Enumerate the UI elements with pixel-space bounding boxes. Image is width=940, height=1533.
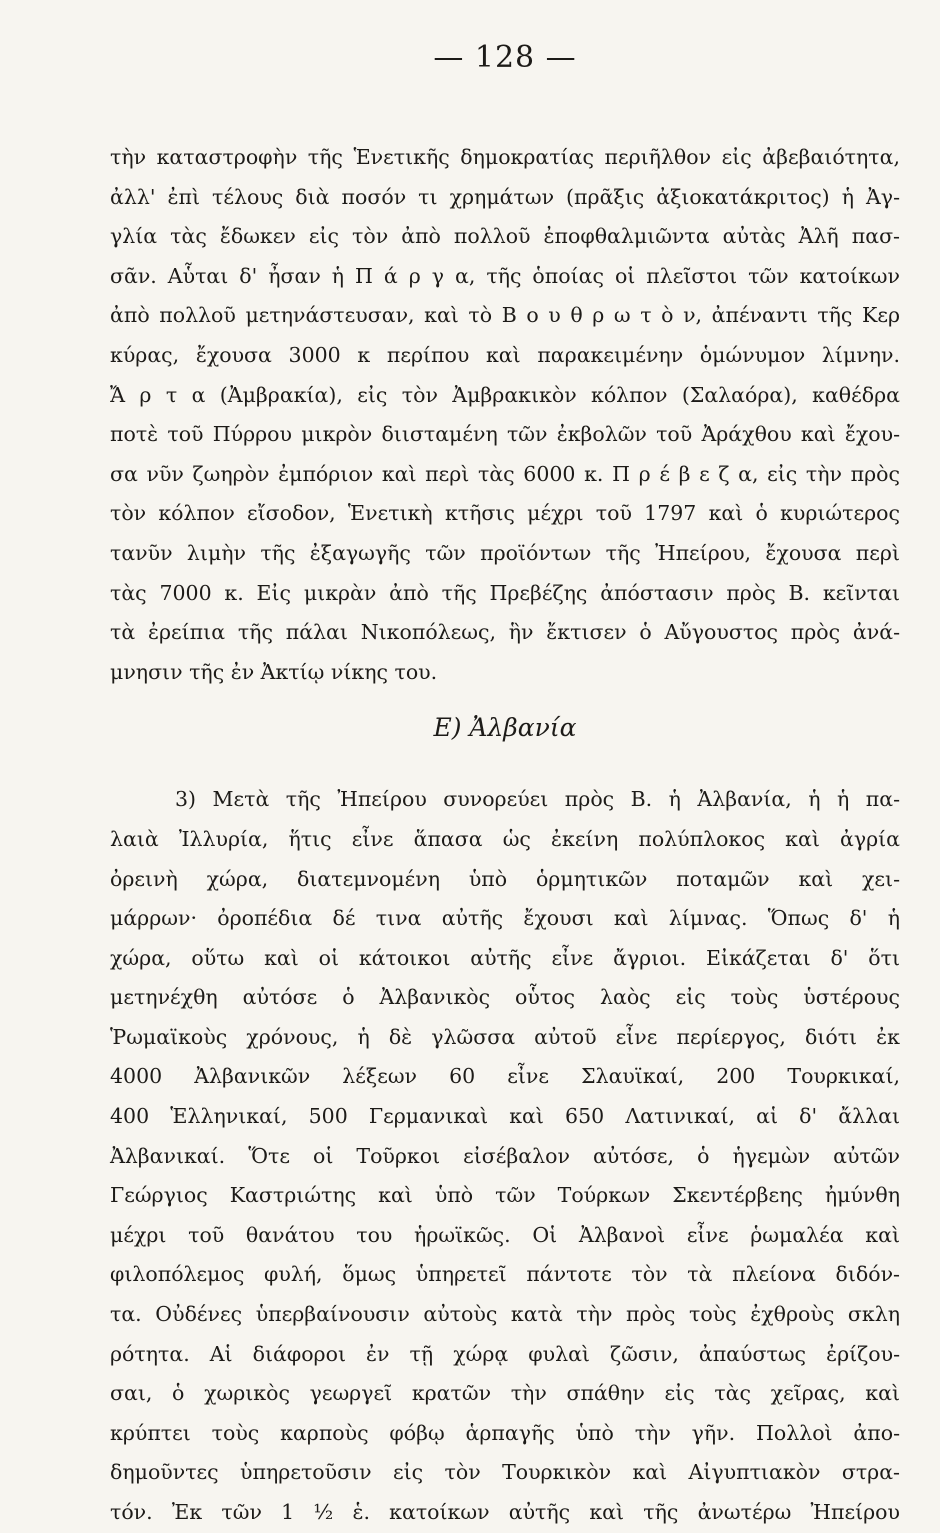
text-line: τόν. Ἐκ τῶν 1 ½ ἑ. κατοίκων αὐτῆς καὶ τῆς ἀνωτέρω Ἠπείρου bbox=[110, 1500, 900, 1524]
paragraph-epirus-cities bbox=[110, 138, 900, 692]
text-line: Γεώργιος Καστριώτης καὶ ὑπὸ τῶν Τούρκων Σκεντέρβεης ἠμύνθη bbox=[110, 1183, 900, 1208]
text-line: μάρρων· ὀροπέδια δέ τινα αὐτῆς ἔχουσι καὶ λίμνας. Ὅπως δ' ἡ bbox=[110, 906, 900, 931]
page-number: — 128 — bbox=[433, 40, 577, 75]
text-line: κύρας, ἔχουσα 3000 κ περίπου καὶ παρακειμένην ὁμώνυμον λίμνην. bbox=[110, 342, 900, 367]
text-line: κρύπτει τοὺς καρποὺς φόβῳ ἁρπαγῆς ὑπὸ τὴν γῆν. Πολλοὶ ἀπο- bbox=[110, 1420, 900, 1445]
section-heading-albania: Ε) Ἀλβανία bbox=[433, 713, 577, 743]
text-line: τὸν κόλπον εἴσοδον, Ἑνετικὴ κτῆσις μέχρι τοῦ 1797 καὶ ὁ κυριώτερος bbox=[110, 501, 900, 526]
text-line: λαιὰ Ἰλλυρία, ἥτις εἶνε ἅπασα ὡς ἐκείνη πολύπλοκος καὶ ἀγρία bbox=[110, 826, 900, 851]
text-line: μνησιν τῆς ἐν Ἀκτίῳ νίκης του. bbox=[110, 659, 438, 684]
text-line: σα νῦν ζωηρὸν ἐμπόριον καὶ περὶ τὰς 6000 κ. Π ρ έ β ε ζ α, εἰς τὴν πρὸς bbox=[110, 461, 900, 486]
text-line: 4000 Ἀλβανικῶν λέξεων 60 εἶνε Σλαυϊκαί, 200 Τουρκικαί, bbox=[110, 1064, 900, 1089]
text-line: μέχρι τοῦ θανάτου του ἡρωϊκῶς. Οἱ Ἀλβανοὶ εἶνε ῥωμαλέα καὶ bbox=[110, 1222, 900, 1247]
text-line: γλία τὰς ἔδωκεν εἰς τὸν ἀπὸ πολλοῦ ἐποφθαλμιῶντα αὐτὰς Ἀλῆ πασ- bbox=[110, 224, 900, 249]
book-page bbox=[110, 34, 900, 1533]
text-line: Ῥωμαϊκοὺς χρόνους, ἡ δὲ γλῶσσα αὐτοῦ εἶνε περίεργος, διότι ἐκ bbox=[110, 1024, 900, 1049]
text-line: δημοῦντες ὑπηρετοῦσιν εἰς τὸν Τουρκικὸν καὶ Αἰγυπτιακὸν στρα- bbox=[110, 1460, 900, 1485]
text-line: Ἄ ρ τ α (Ἀμβρακία), εἰς τὸν Ἀμβρακικὸν κόλπον (Σαλαόρα), καθέδρα bbox=[110, 382, 900, 407]
text-line: τα. Οὐδένες ὑπερβαίνουσιν αὐτοὺς κατὰ τὴν πρὸς τοὺς ἐχθροὺς σκλη bbox=[110, 1302, 900, 1327]
text-line: Ἀλβανικαί. Ὅτε οἱ Τοῦρκοι εἰσέβαλον αὐτόσε, ὁ ἡγεμὼν αὐτῶν bbox=[110, 1143, 900, 1168]
text-line: μετηνέχθη αὐτόσε ὁ Ἀλβανικὸς οὗτος λαὸς εἰς τοὺς ὑστέρους bbox=[110, 985, 900, 1010]
text-line: φιλοπόλεμος φυλή, ὅμως ὑπηρετεῖ πάντοτε τὸν τὰ πλείονα διδόν- bbox=[110, 1262, 900, 1287]
text-line: σαι, ὁ χωρικὸς γεωργεῖ κρατῶν τὴν σπάθην εἰς τὰς χεῖρας, καὶ bbox=[110, 1381, 900, 1406]
text-line: 400 Ἑλληνικαί, 500 Γερμανικαὶ καὶ 650 Λατινικαί, αἱ δ' ἄλλαι bbox=[110, 1104, 900, 1129]
text-line: τανῦν λιμὴν τῆς ἐξαγωγῆς τῶν προϊόντων τῆς Ἠπείρου, ἔχουσα περὶ bbox=[110, 540, 900, 565]
text-line: τὴν καταστροφὴν τῆς Ἑνετικῆς δημοκρατίας περιῆλθον εἰς ἀβεβαιότητα, bbox=[110, 145, 900, 169]
text-line: ρότητα. Αἱ διάφοροι ἐν τῇ χώρᾳ φυλαὶ ζῶσιν, ἀπαύστως ἐρίζου- bbox=[110, 1341, 900, 1366]
paragraph-albania bbox=[110, 780, 900, 1532]
text-line: σᾶν. Αὗται δ' ἦσαν ἡ Π ά ρ γ α, τῆς ὁποίας οἱ πλεῖστοι τῶν κατοίκων bbox=[110, 263, 900, 288]
text-line: ἀλλ' ἐπὶ τέλους διὰ ποσόν τι χρημάτων (πρᾶξις ἀξιοκατάκριτος) ἡ Ἀγ- bbox=[110, 184, 900, 209]
text-line: τὰ ἐρείπια τῆς πάλαι Νικοπόλεως, ἣν ἔκτισεν ὁ Αὔγουστος πρὸς ἀνά- bbox=[110, 620, 900, 645]
text-line: ποτὲ τοῦ Πύρρου μικρὸν διισταμένη τῶν ἐκβολῶν τοῦ Ἀράχθου καὶ ἔχου- bbox=[110, 422, 900, 447]
text-line: ὀρεινὴ χώρα, διατεμνομένη ὑπὸ ὁρμητικῶν ποταμῶν καὶ χει- bbox=[110, 866, 900, 891]
text-line: ἀπὸ πολλοῦ μετηνάστευσαν, καὶ τὸ Β ο υ θ ρ ω τ ὸ ν, ἀπέναντι τῆς Κερ bbox=[110, 303, 900, 328]
text-line: τὰς 7000 κ. Εἰς μικρὰν ἀπὸ τῆς Πρεβέζης ἀπόστασιν πρὸς Β. κεῖνται bbox=[110, 580, 900, 605]
text-line: 3) Μετὰ τῆς Ἠπείρου συνορεύει πρὸς Β. ἡ Ἀλβανία, ἡ ἡ πα- bbox=[175, 787, 900, 812]
text-line: χώρα, οὕτω καὶ οἱ κάτοικοι αὐτῆς εἶνε ἄγριοι. Εἰκάζεται δ' ὅτι bbox=[110, 945, 900, 970]
